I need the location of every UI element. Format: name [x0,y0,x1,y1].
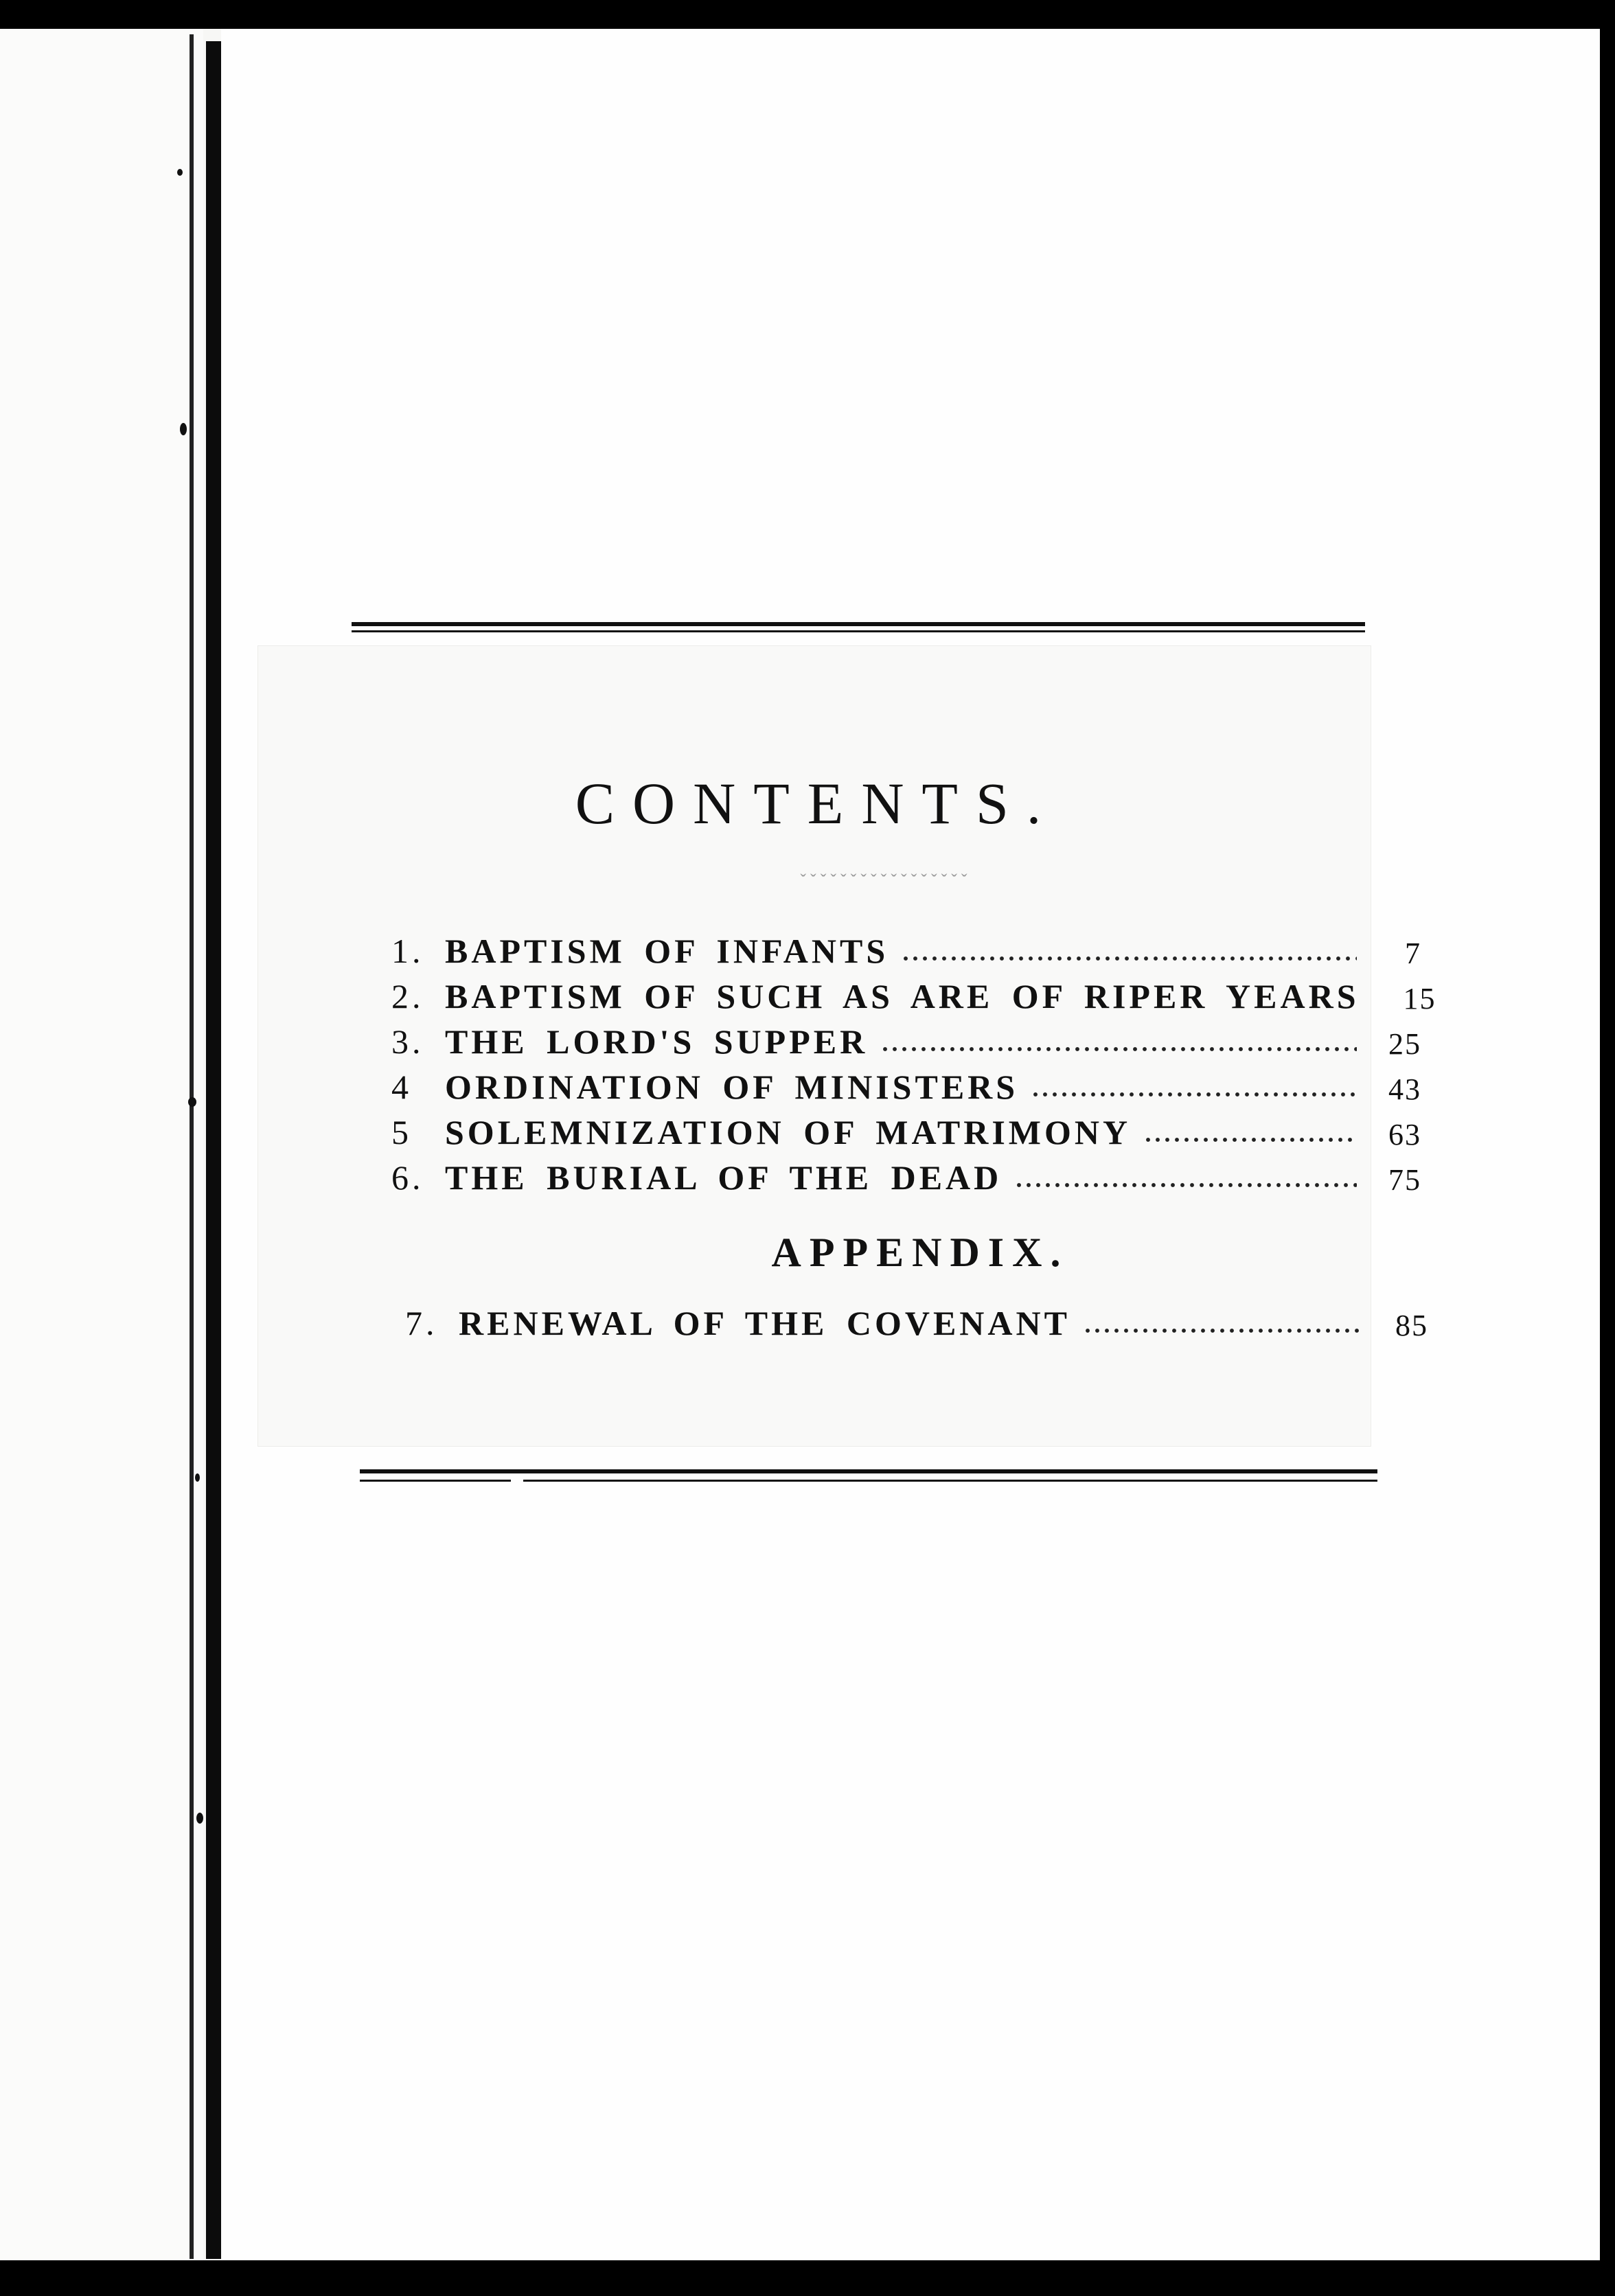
book-gutter [206,41,221,2259]
dot-leader [1031,1092,1357,1097]
bottom-rule-thin-left [360,1480,511,1482]
entry-title: RENEWAL OF THE COVENANT [459,1304,1070,1342]
bottom-rule-thick [360,1469,1377,1473]
entry-number: 1. [391,932,424,970]
entry-page-number: 15 [1403,982,1436,1015]
entry-number: 7. [405,1304,438,1342]
entry-number: 3. [391,1022,424,1061]
top-rule-thick [352,622,1365,626]
entry-page-number: 85 [1395,1309,1428,1342]
entry-number: 5 [391,1113,412,1151]
entry-number: 6. [391,1158,424,1197]
toc-entry [391,1107,1421,1152]
speck [188,1097,196,1107]
toc-entry [391,1016,1421,1061]
scan-border-bottom [0,2260,1615,2296]
bottom-rule-thin-right [523,1480,1377,1482]
contents-heading: CONTENTS. [575,770,1060,836]
dot-leader [1143,1137,1357,1143]
entry-title: SOLEMNIZATION OF MATRIMONY [445,1113,1132,1151]
dot-leader [880,1046,1357,1052]
top-rule-thin [352,630,1365,632]
entry-title: THE LORD'S SUPPER [445,1022,869,1061]
scan-border-right [1600,0,1615,2296]
dot-leader [901,956,1357,961]
dot-leader [1014,1182,1357,1188]
speck [177,169,183,176]
appendix-heading: APPENDIX. [771,1230,1069,1275]
entry-title: THE BURIAL OF THE DEAD [445,1158,1003,1197]
entry-page-number: 75 [1388,1163,1421,1197]
toc-entry [405,1298,1428,1343]
entry-page-number: 63 [1388,1118,1421,1151]
toc-entry [391,1061,1421,1107]
entry-title: ORDINATION OF MINISTERS [445,1068,1019,1106]
dot-leader [1083,1328,1364,1333]
entry-page-number: 7 [1405,937,1421,970]
toc-entry [391,926,1421,971]
facing-page [0,29,203,2260]
scan-border-top [0,0,1615,29]
toc-entry [391,1152,1421,1197]
entry-number: 2. [391,977,424,1015]
facing-page-edge [190,34,194,2259]
speck [195,1473,200,1482]
entry-title: BAPTISM OF INFANTS [445,932,889,970]
entry-number: 4 [391,1068,412,1106]
toc-entry [391,971,1436,1016]
heading-ornament: ˇˇˇˇˇˇˇˇˇˇˇˇˇˇˇˇˇ [800,871,972,891]
speck [180,423,187,435]
entry-page-number: 25 [1388,1027,1421,1061]
entry-title: BAPTISM OF SUCH AS ARE OF RIPER YEARS [445,977,1360,1015]
entry-page-number: 43 [1388,1072,1421,1106]
speck [196,1813,203,1824]
